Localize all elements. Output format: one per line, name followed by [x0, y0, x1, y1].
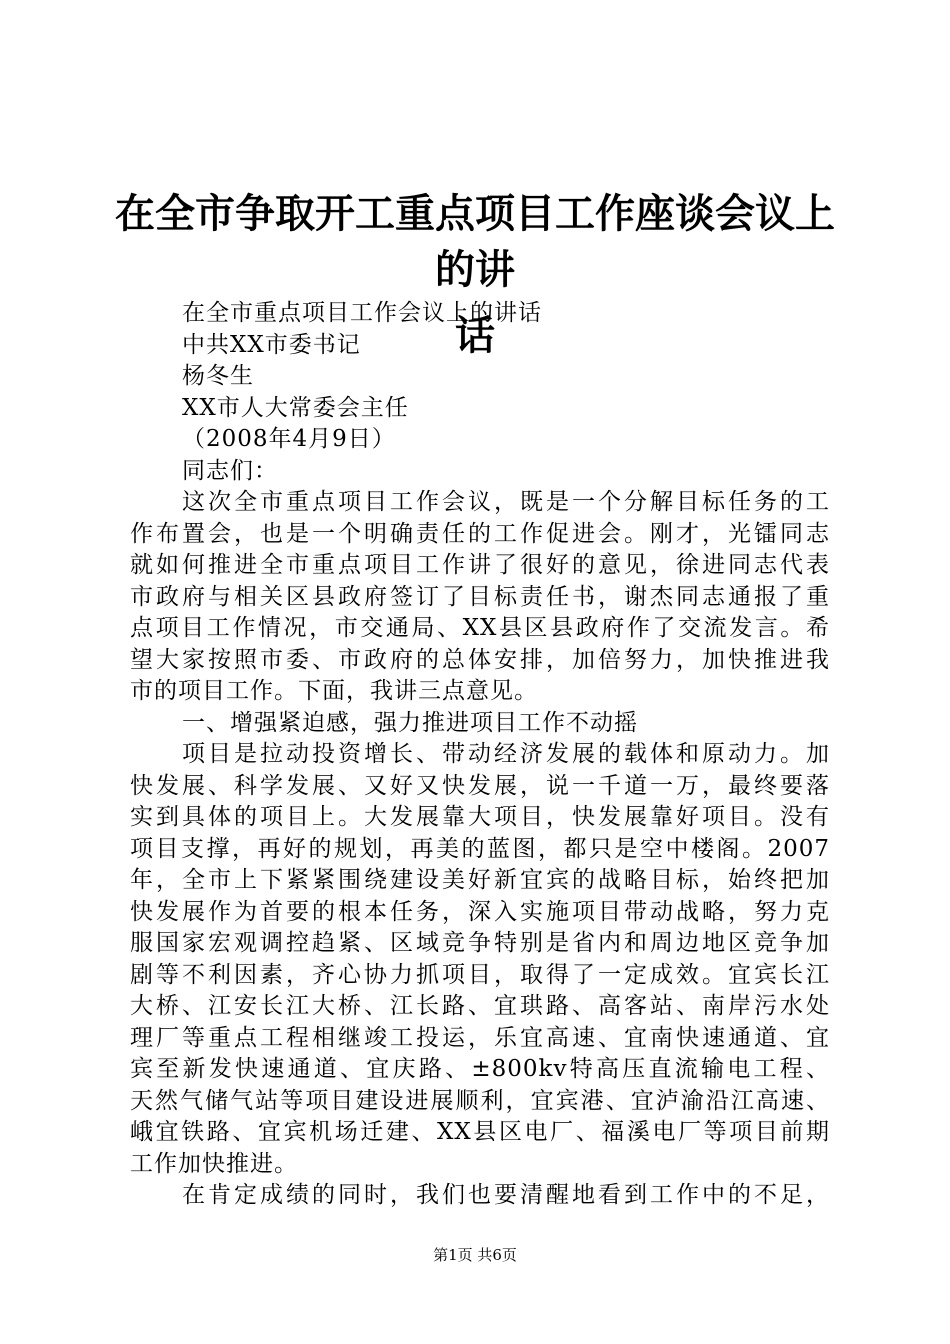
paragraph-line: 工作加快推进。 [130, 1150, 298, 1177]
paragraph-line: 天然气储气站等项目建设进展顺利，宜宾港、宜泸渝沿江高速、 [130, 1087, 830, 1114]
paragraph-line: 年，全市上下紧紧围绕建设美好新宜宾的战略目标，始终把加 [130, 867, 830, 893]
paragraph-line: 这次全市重点项目工作会议，既是一个分解目标任务的工 [182, 489, 830, 515]
paragraph-line: 宾至新发快速通道、宜庆路、±800kv特高压直流输电工程、 [130, 1056, 830, 1082]
paragraph-line: 剧等不利因素，齐心协力抓项目，取得了一定成效。宜宾长江 [130, 961, 830, 988]
date-line: （2008年4月9日） [182, 426, 396, 452]
title-line-1: 在全市争取开工重点项目工作座谈会议上的讲 [115, 190, 835, 293]
paragraph-line: 市政府与相关区县政府签订了目标责任书，谢杰同志通报了重 [130, 583, 830, 610]
paragraph-line: 作布置会，也是一个明确责任的工作促进会。刚才，光镭同志 [130, 520, 830, 547]
salutation-line: 同志们： [182, 457, 278, 484]
body-text [130, 298, 830, 1212]
author-line: 中共XX市委书记 [182, 331, 361, 358]
paragraph-line: 项目支撑，再好的规划，再美的蓝图，都只是空中楼阁。2007 [130, 835, 830, 862]
paragraph-line: 就如何推进全市重点项目工作讲了很好的意见，徐进同志代表 [130, 552, 830, 578]
author-title-line: XX市人大常委会主任 [182, 394, 409, 421]
author-name-line: 杨冬生 [182, 363, 254, 389]
paragraph-line: 点项目工作情况，市交通局、XX县区县政府作了交流发言。希 [130, 615, 830, 641]
subtitle-line: 在全市重点项目工作会议上的讲话 [182, 300, 542, 326]
paragraph-line: 市的项目工作。下面，我讲三点意见。 [130, 678, 538, 704]
paragraph-line: 在肯定成绩的同时，我们也要清醒地看到工作中的不足， [182, 1182, 830, 1208]
paragraph-line: 理厂等重点工程相继竣工投运，乐宜高速、宜南快速通道、宜 [130, 1024, 830, 1051]
paragraph-line: 大桥、江安长江大桥、江长路、宜珙路、高客站、南岸污水处 [130, 993, 830, 1019]
title-line-2: 话 [455, 312, 495, 359]
paragraph-line: 峨宜铁路、宜宾机场迁建、XX县区电厂、福溪电厂等项目前期 [130, 1119, 830, 1145]
paragraph-line: 服国家宏观调控趋紧、区域竞争特别是省内和周边地区竞争加 [130, 930, 830, 956]
paragraph-line: 快发展作为首要的根本任务，深入实施项目带动战略，努力克 [130, 898, 830, 925]
paragraph-line: 项目是拉动投资增长、带动经济发展的载体和原动力。加 [182, 741, 830, 767]
paragraph-line: 望大家按照市委、市政府的总体安排，加倍努力，加快推进我 [130, 646, 830, 673]
page-number-footer: 第1页 共6页 [433, 1246, 517, 1264]
section-heading: 一、增强紧迫感，强力推进项目工作不动摇 [182, 709, 638, 736]
paragraph-line: 快发展、科学发展、又好又快发展，说一千道一万，最终要落 [130, 772, 830, 799]
paragraph-line: 实到具体的项目上。大发展靠大项目，快发展靠好项目。没有 [130, 804, 830, 830]
